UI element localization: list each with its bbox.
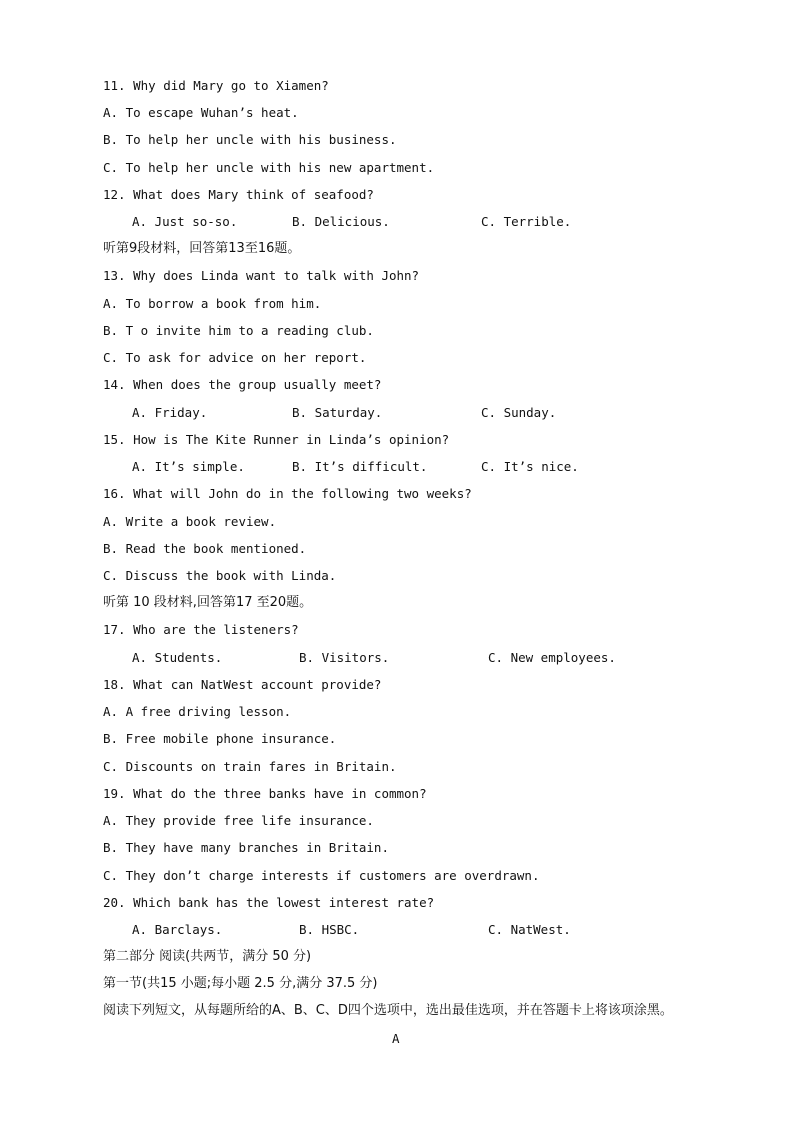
option-20-a: A. Barclays. xyxy=(132,922,223,937)
question-16: 16. What will John do in the following two weeks? xyxy=(103,486,472,501)
option-14-b: B. Saturday. xyxy=(292,405,383,420)
option-17-a: A. Students. xyxy=(132,650,223,665)
question-17: 17. Who are the listeners? xyxy=(103,622,299,637)
option-12-b: B. Delicious. xyxy=(292,214,390,229)
option-12-a: A. Just so-so. xyxy=(132,214,238,229)
option-17-c: C. New employees. xyxy=(488,650,616,665)
option-14-a: A. Friday. xyxy=(132,405,208,420)
option-19-c: C. They don’t charge interests if customers are overdrawn. xyxy=(103,868,540,883)
option-11-c: C. To help her uncle with his new apartment. xyxy=(103,160,435,175)
question-20: 20. Which bank has the lowest interest rate? xyxy=(103,895,435,910)
question-19: 19. What do the three banks have in common? xyxy=(103,786,427,801)
option-16-c: C. Discuss the book with Linda. xyxy=(103,568,337,583)
part-2-heading: 第二部分 阅读(共两节，满分 50 分) xyxy=(103,949,312,964)
option-19-b: B. They have many branches in Britain. xyxy=(103,840,389,855)
option-19-a: A. They provide free life insurance. xyxy=(103,813,374,828)
option-16-b: B. Read the book mentioned. xyxy=(103,541,307,556)
option-18-b: B. Free mobile phone insurance. xyxy=(103,731,337,746)
option-13-c: C. To ask for advice on her report. xyxy=(103,350,367,365)
option-15-b: B. It’s difficult. xyxy=(292,459,428,474)
section-10-heading: 听第 10 段材料,回答第17 至20题。 xyxy=(103,595,313,610)
question-13: 13. Why does Linda want to talk with John? xyxy=(103,268,420,283)
part-2-section-1-heading: 第一节(共15 小题;每小题 2.5 分,满分 37.5 分) xyxy=(103,976,378,991)
option-20-b: B. HSBC. xyxy=(299,922,360,937)
option-20-c: C. NatWest. xyxy=(488,922,571,937)
option-18-c: C. Discounts on train fares in Britain. xyxy=(103,759,397,774)
option-16-a: A. Write a book review. xyxy=(103,514,277,529)
question-15: 15. How is The Kite Runner in Linda’s opinion? xyxy=(103,432,450,447)
option-15-a: A. It’s simple. xyxy=(132,459,245,474)
option-18-a: A. A free driving lesson. xyxy=(103,704,292,719)
question-18: 18. What can NatWest account provide? xyxy=(103,677,382,692)
question-14: 14. When does the group usually meet? xyxy=(103,377,382,392)
option-13-a: A. To borrow a book from him. xyxy=(103,296,322,311)
passage-label: A xyxy=(392,1031,400,1046)
section-9-heading: 听第9段材料，回答第13至16题。 xyxy=(103,241,301,256)
option-14-c: C. Sunday. xyxy=(481,405,557,420)
option-12-c: C. Terrible. xyxy=(481,214,572,229)
option-13-b: B. T o invite him to a reading club. xyxy=(103,323,374,338)
option-11-b: B. To help her uncle with his business. xyxy=(103,132,397,147)
reading-instruction: 阅读下列短文，从每题所给的A、B、C、D四个选项中，选出最佳选项，并在答题卡上将该项涂黑。 xyxy=(103,1003,673,1018)
option-11-a: A. To escape Wuhan’s heat. xyxy=(103,105,299,120)
question-11: 11. Why did Mary go to Xiamen? xyxy=(103,78,329,93)
option-15-c: C. It’s nice. xyxy=(481,459,579,474)
question-12: 12. What does Mary think of seafood? xyxy=(103,187,374,202)
option-17-b: B. Visitors. xyxy=(299,650,390,665)
